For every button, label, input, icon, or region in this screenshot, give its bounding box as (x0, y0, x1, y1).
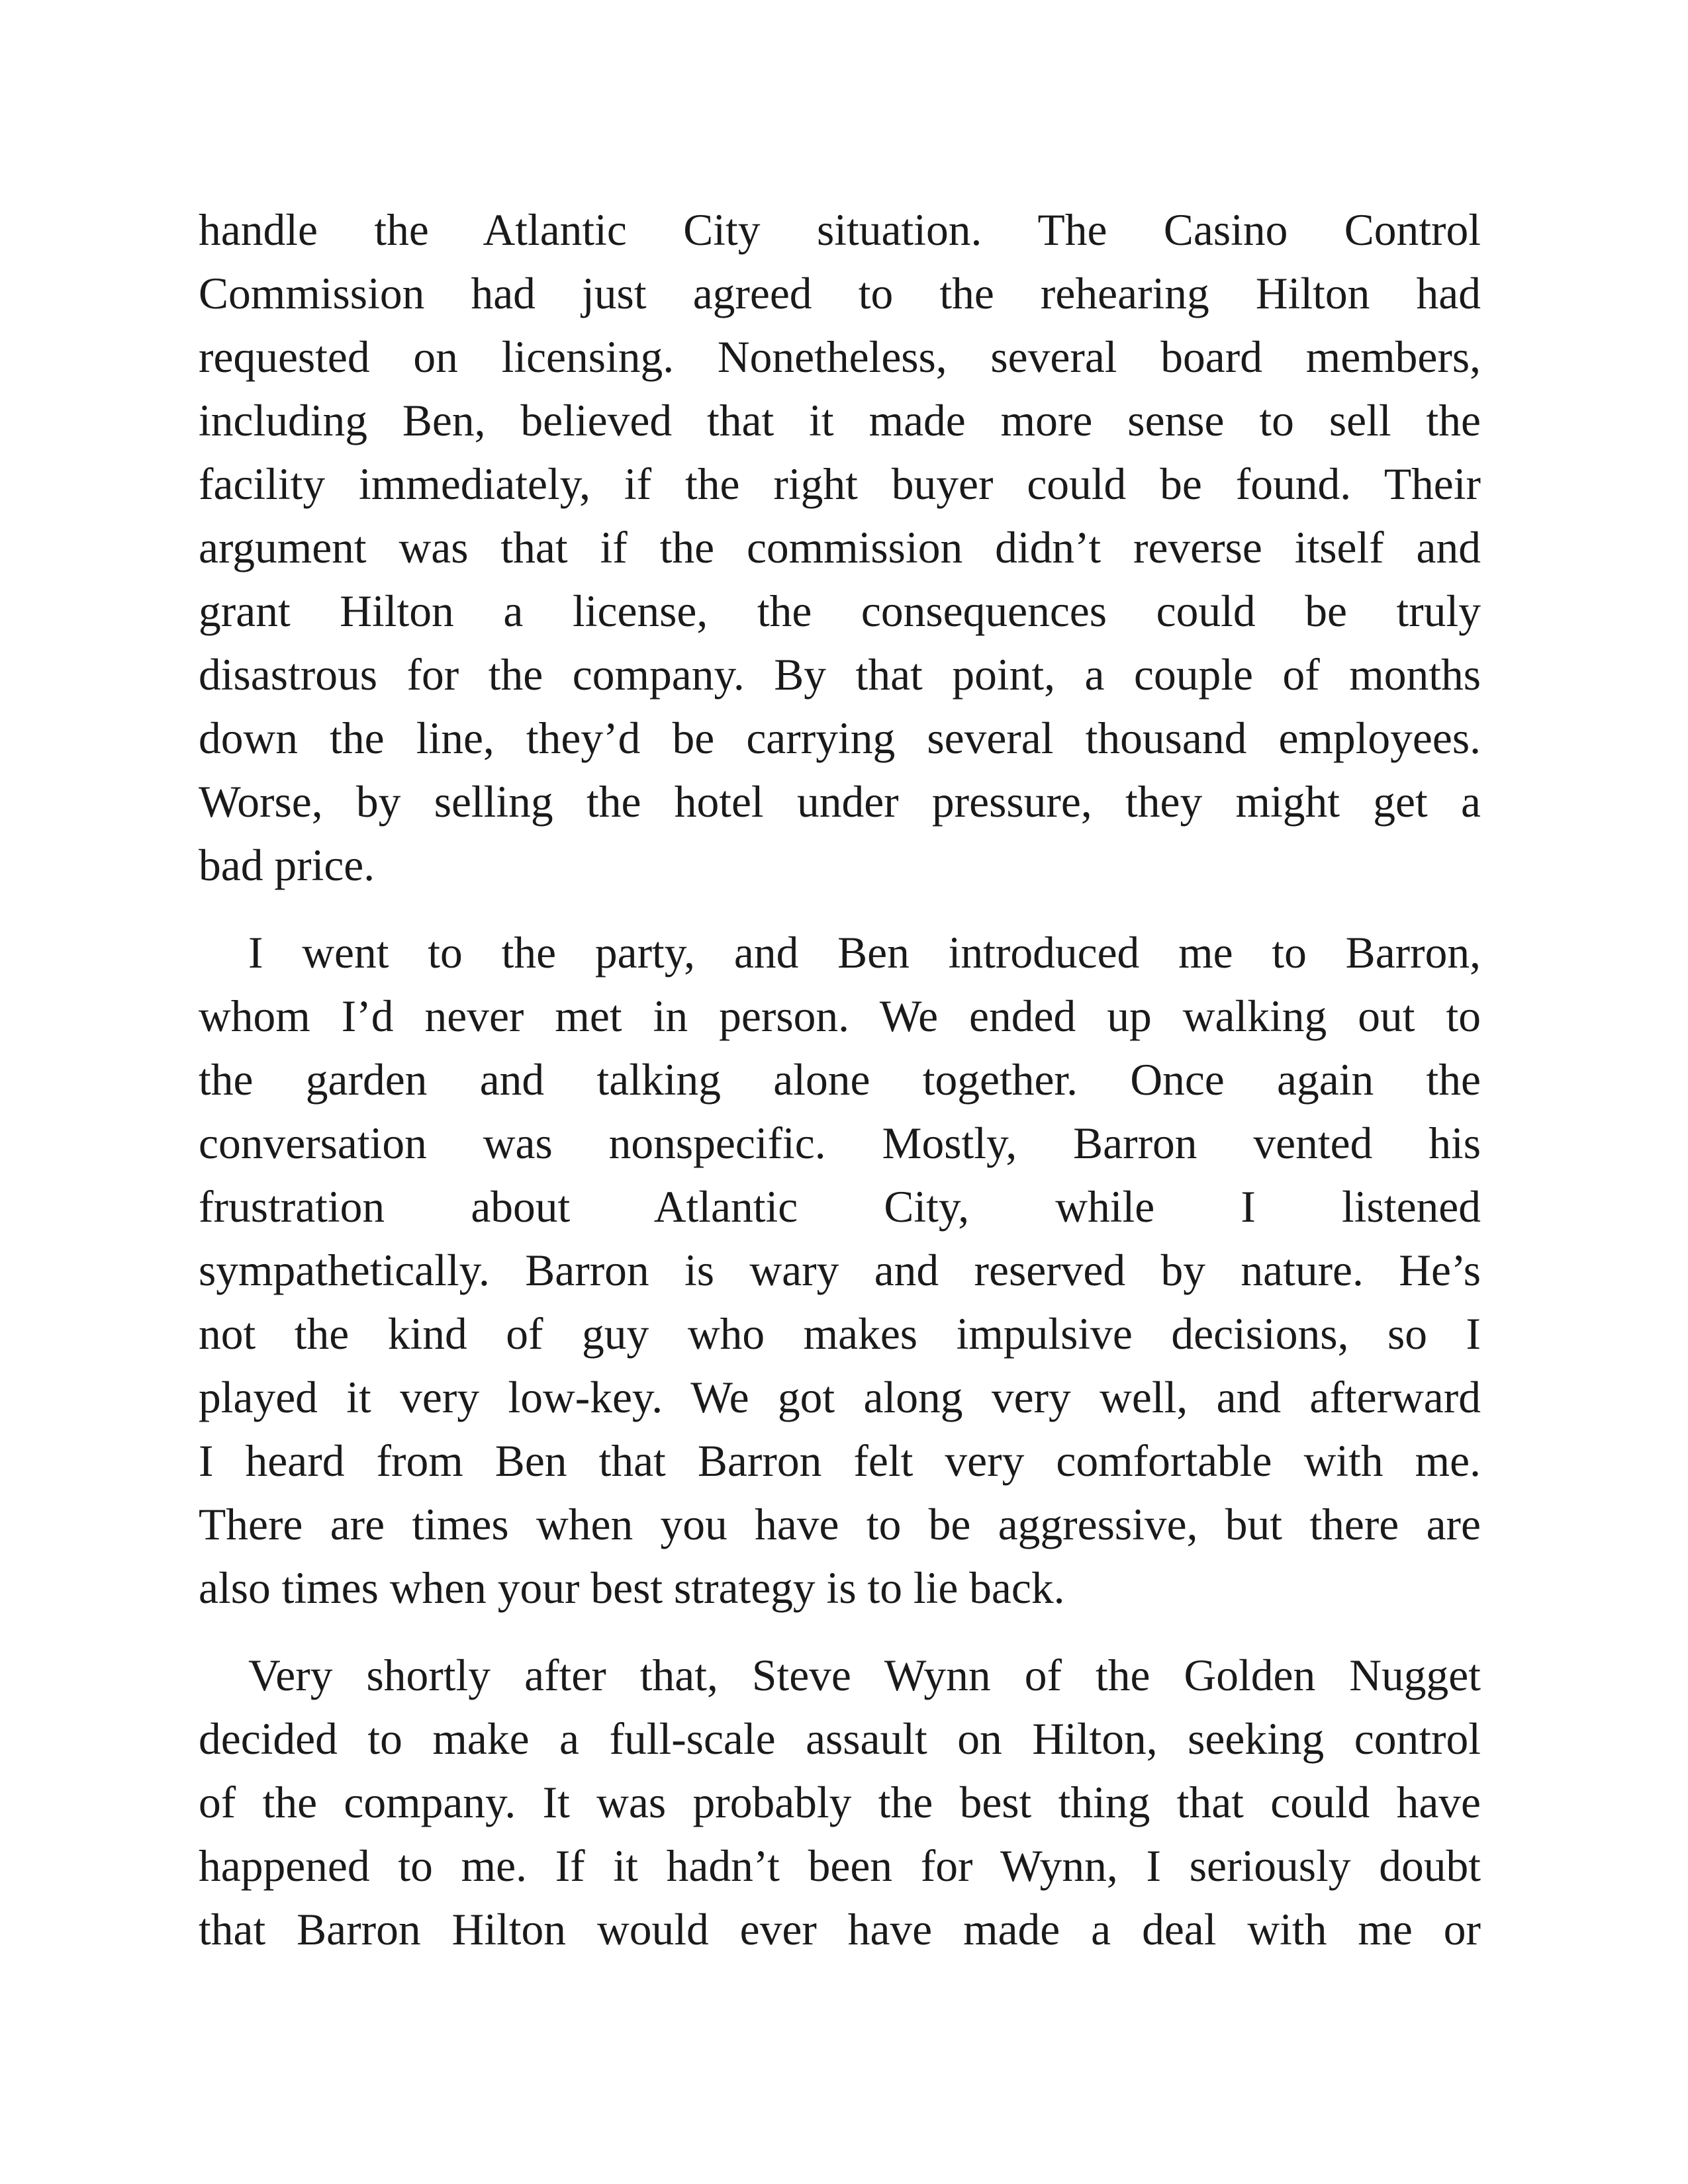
text-line: played it very low-key. We got along very well, and afterward (199, 1373, 1481, 1422)
text-line: I went to the party, and Ben introduced me to Barron, (248, 928, 1481, 978)
paragraph-1 (199, 199, 1481, 897)
text-line: I heard from Ben that Barron felt very comfortable with me. (199, 1436, 1481, 1486)
text-line: Commission had just agreed to the rehearing Hilton had (199, 269, 1481, 318)
text-line: happened to me. If it hadn’t been for Wynn, I seriously doubt (199, 1841, 1481, 1891)
text-line: grant Hilton a license, the consequences could be truly (199, 586, 1481, 636)
text-line: including Ben, believed that it made more sense to sell the (199, 396, 1481, 445)
text-line: Very shortly after that, Steve Wynn of the Golden Nugget (248, 1651, 1481, 1700)
text-line: argument was that if the commission didn’t reverse itself and (199, 523, 1481, 572)
document-page (199, 199, 1481, 1962)
text-line: There are times when you have to be aggressive, but there are (199, 1500, 1481, 1549)
paragraph-3 (199, 1644, 1481, 1962)
text-line: also times when your best strategy is to lie back. (199, 1563, 1065, 1613)
text-line: whom I’d never met in person. We ended up walking out to (199, 991, 1481, 1041)
text-line: conversation was nonspecific. Mostly, Barron vented his (199, 1118, 1481, 1168)
text-line: Worse, by selling the hotel under pressure, they might get a (199, 777, 1481, 827)
text-line: that Barron Hilton would ever have made a deal with me or (199, 1905, 1481, 1954)
text-line: decided to make a full-scale assault on Hilton, seeking control (199, 1714, 1481, 1764)
text-line: the garden and talking alone together. Once again the (199, 1055, 1481, 1105)
text-line: frustration about Atlantic City, while I listened (199, 1182, 1481, 1232)
text-line: handle the Atlantic City situation. The Casino Control (199, 205, 1481, 255)
text-line: disastrous for the company. By that point, a couple of months (199, 650, 1481, 700)
paragraph-2 (199, 921, 1481, 1620)
text-line: not the kind of guy who makes impulsive decisions, so I (199, 1309, 1481, 1359)
text-line: down the line, they’d be carrying several thousand employees. (199, 713, 1481, 763)
text-line: requested on licensing. Nonetheless, several board members, (199, 332, 1481, 382)
text-line: bad price. (199, 841, 375, 890)
text-line: of the company. It was probably the best thing that could have (199, 1778, 1481, 1827)
text-line: facility immediately, if the right buyer could be found. Their (199, 459, 1481, 509)
text-line: sympathetically. Barron is wary and reserved by nature. He’s (199, 1246, 1481, 1295)
